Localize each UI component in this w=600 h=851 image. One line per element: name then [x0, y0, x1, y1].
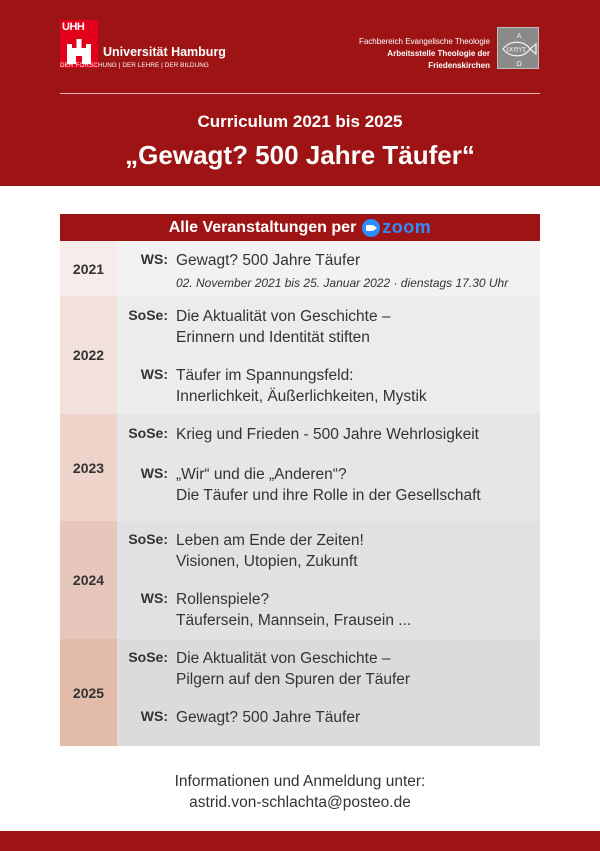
faculty-block [359, 36, 490, 72]
course-title [168, 464, 481, 506]
semester-list [117, 639, 540, 746]
course-title [168, 250, 508, 292]
ichthys-word: IXΘYΣ [506, 45, 527, 54]
year-label: 2024 [60, 521, 117, 639]
year-label: 2021 [60, 241, 117, 296]
schedule-heading-text: Alle Veranstaltungen per [168, 218, 357, 236]
semester-entry [127, 464, 540, 506]
year-row-2023 [60, 414, 540, 521]
semester-entry [127, 707, 540, 728]
course-title-line: Krieg und Frieden - 500 Jahre Wehrlosigkeit [176, 426, 479, 443]
course-title-line: Innerlichkeit, Äußerlichkeiten, Mystik [176, 388, 427, 405]
semester-label: WS: [140, 251, 168, 267]
faculty-name: Fachbereich Evangelische Theologie [358, 37, 490, 46]
semester-label: SoSe: [128, 649, 168, 665]
course-title [168, 424, 479, 445]
zoom-logo [362, 217, 431, 238]
course-title-line: Pilgern auf den Spuren der Täufer [176, 671, 411, 688]
semester-label: WS: [140, 590, 168, 606]
course-title-line: Gewagt? 500 Jahre Täufer [176, 709, 361, 726]
page-title: „Gewagt? 500 Jahre Täufer“ [125, 140, 475, 170]
alpha-glyph: A [516, 32, 522, 40]
year-label: 2023 [60, 414, 117, 521]
year-row-2022 [60, 296, 540, 414]
course-title-line: Die Täufer und ihre Rolle in der Gesellschaft [176, 487, 481, 504]
course-title-line: Gewagt? 500 Jahre Täufer [176, 252, 361, 269]
course-title-line: Die Aktualität von Geschichte – [176, 650, 391, 667]
course-title [168, 648, 410, 690]
fish-icon [498, 28, 540, 70]
footer-band [0, 831, 600, 851]
semester-entry [127, 648, 540, 690]
course-title-line: Visionen, Utopien, Zukunft [176, 553, 358, 570]
course-title [168, 707, 360, 728]
course-title [168, 589, 411, 631]
contact-email[interactable]: astrid.von-schlachta@posteo.de [189, 794, 411, 811]
semester-label: WS: [140, 708, 168, 724]
header-divider [60, 93, 540, 94]
semester-entry [127, 530, 540, 572]
semester-label: SoSe: [128, 425, 168, 441]
course-title [168, 306, 391, 348]
semester-label: SoSe: [128, 531, 168, 547]
university-tagline: DER FORSCHUNG | DER LEHRE | DER BILDUNG [60, 62, 209, 69]
course-dates: 02. November 2021 bis 25. Januar 2022 · dienstags 17.30 Uhr [176, 276, 509, 290]
semester-list [117, 241, 540, 296]
semester-list [117, 414, 540, 521]
contact-heading: Informationen und Anmeldung unter: [174, 773, 426, 790]
schedule-heading [60, 214, 540, 241]
semester-entry [127, 250, 540, 292]
uhh-letters: UHH [62, 21, 85, 33]
year-label: 2022 [60, 296, 117, 414]
ichthys-emblem [497, 27, 539, 69]
omega-glyph: Ω [516, 60, 522, 68]
semester-list [117, 296, 540, 414]
course-title [168, 365, 427, 407]
university-name: Universität Hamburg [103, 45, 226, 59]
faculty-unit-line2: Friedenskirchen [428, 61, 490, 70]
uhh-emblem [60, 20, 98, 68]
faculty-unit-line1: Arbeitsstelle Theologie der [387, 49, 490, 58]
semester-entry [127, 365, 540, 407]
schedule-table [60, 214, 540, 746]
header-band [0, 0, 600, 186]
course-title-line: „Wir“ und die „Anderen“? [176, 466, 347, 483]
contact-info [0, 771, 600, 813]
course-title-line: Die Aktualität von Geschichte – [176, 308, 391, 325]
curriculum-subtitle: Curriculum 2021 bis 2025 [197, 112, 403, 131]
semester-list [117, 521, 540, 639]
zoom-camera-icon [362, 219, 380, 237]
year-row-2024 [60, 521, 540, 639]
course-title-line: Täufer im Spannungsfeld: [176, 367, 354, 384]
year-row-2021 [60, 241, 540, 296]
course-title-line: Rollenspiele? [176, 591, 270, 608]
course-title-line: Erinnern und Identität stiften [176, 329, 370, 346]
zoom-wordmark: zoom [382, 217, 432, 237]
semester-label: WS: [140, 366, 168, 382]
semester-entry [127, 306, 540, 348]
course-title [168, 530, 364, 572]
course-title-line: Leben am Ende der Zeiten! [176, 532, 364, 549]
semester-entry [127, 424, 540, 445]
year-label: 2025 [60, 639, 117, 746]
course-title-line: Täufersein, Mannsein, Frausein ... [176, 612, 412, 629]
semester-label: SoSe: [128, 307, 168, 323]
year-row-2025 [60, 639, 540, 746]
semester-label: WS: [140, 465, 168, 481]
semester-entry [127, 589, 540, 631]
